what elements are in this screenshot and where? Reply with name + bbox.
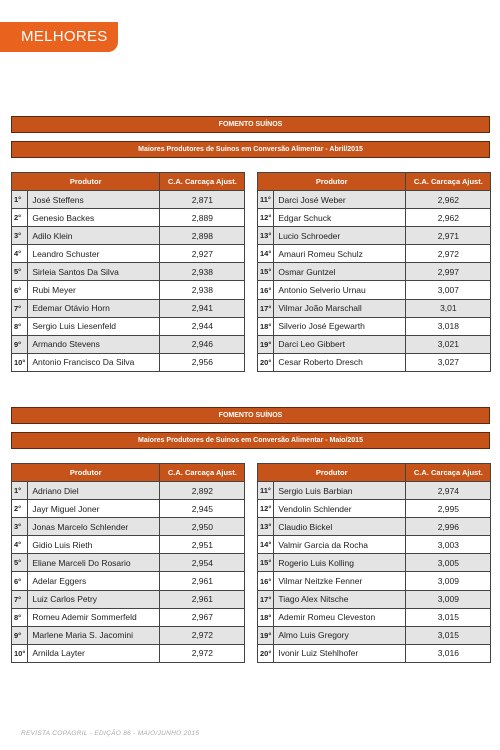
rank-cell: 1° <box>12 191 28 209</box>
producer-name-cell: Vendolin Schlender <box>274 500 406 518</box>
conversion-value-cell: 2,971 <box>406 227 491 245</box>
conversion-value-cell: 2,941 <box>160 299 245 317</box>
producer-name-cell: Rogerio Luis Kolling <box>274 554 406 572</box>
producer-name-cell: José Steffens <box>28 191 160 209</box>
rank-cell: 2° <box>12 500 28 518</box>
table-row <box>12 554 245 572</box>
conversion-value-cell: 2,945 <box>160 500 245 518</box>
rank-cell: 19° <box>258 626 274 644</box>
table-row <box>12 209 245 227</box>
conversion-value-cell: 3,01 <box>406 299 491 317</box>
producer-name-cell: Lucio Schroeder <box>274 227 406 245</box>
conversion-value-cell: 3,015 <box>406 626 491 644</box>
table-row <box>12 482 245 500</box>
producer-name-cell: Vilmar Neitzke Fenner <box>274 572 406 590</box>
table-row <box>12 590 245 608</box>
conversion-value-cell: 2,997 <box>406 263 491 281</box>
producer-name-cell: Edgar Schuck <box>274 209 406 227</box>
conversion-value-cell: 2,995 <box>406 500 491 518</box>
producer-name-cell: Claudio Bickel <box>274 518 406 536</box>
rank-cell: 1° <box>12 482 28 500</box>
rank-cell: 11° <box>258 191 274 209</box>
table-row <box>258 281 491 299</box>
producer-name-cell: Adriano Diel <box>28 482 160 500</box>
table-row <box>258 335 491 353</box>
rank-cell: 20° <box>258 353 274 371</box>
conversion-value-cell: 2,927 <box>160 245 245 263</box>
producer-name-cell: Leandro Schuster <box>28 245 160 263</box>
conversion-value-cell: 2,967 <box>160 608 245 626</box>
rank-cell: 16° <box>258 281 274 299</box>
table-row <box>258 644 491 662</box>
table-row <box>258 209 491 227</box>
producer-name-cell: Darci José Weber <box>274 191 406 209</box>
conversion-value-cell: 2,961 <box>160 572 245 590</box>
conversion-value-cell: 2,961 <box>160 590 245 608</box>
conversion-value-cell: 2,956 <box>160 353 245 371</box>
producer-name-cell: Sirleia Santos Da Silva <box>28 263 160 281</box>
producer-name-cell: Valmir Garcia da Rocha <box>274 536 406 554</box>
conversion-value-cell: 2,871 <box>160 191 245 209</box>
producer-name-cell: Darci Leo Gibbert <box>274 335 406 353</box>
rank-cell: 5° <box>12 554 28 572</box>
producer-name-cell: Marlene Maria S. Jacomini <box>28 626 160 644</box>
table-row <box>12 644 245 662</box>
ranking-subtitle-bar: Maiores Produtores de Suinos em Conversão Alimentar - Abril/2015 <box>11 141 490 158</box>
rank-cell: 8° <box>12 608 28 626</box>
table-row <box>12 572 245 590</box>
conversion-value-cell: 3,015 <box>406 608 491 626</box>
producer-name-cell: Gidio Luis Rieth <box>28 536 160 554</box>
conversion-value-cell: 3,007 <box>406 281 491 299</box>
page-footer: REVISTA COPAGRIL - EDIÇÃO 86 - MAIO/JUNHO 2015 <box>21 730 200 737</box>
rank-cell: 12° <box>258 209 274 227</box>
program-bar: FOMENTO SUÍNOS <box>11 407 490 424</box>
table-row <box>12 263 245 281</box>
rank-cell: 3° <box>12 518 28 536</box>
producer-name-cell: Cesar Roberto Dresch <box>274 353 406 371</box>
rank-cell: 2° <box>12 209 28 227</box>
table-row <box>258 191 491 209</box>
table-row <box>258 353 491 371</box>
rank-cell: 6° <box>12 281 28 299</box>
conversion-value-cell: 2,962 <box>406 191 491 209</box>
producer-name-cell: Almo Luis Gregory <box>274 626 406 644</box>
rank-cell: 5° <box>12 263 28 281</box>
producer-name-cell: Luiz Carlos Petry <box>28 590 160 608</box>
rank-cell: 20° <box>258 644 274 662</box>
ranking-table-right <box>257 172 491 372</box>
table-row <box>258 608 491 626</box>
conversion-value-cell: 3,005 <box>406 554 491 572</box>
table-row <box>258 590 491 608</box>
producer-name-cell: Antonio Francisco Da Silva <box>28 353 160 371</box>
rank-cell: 9° <box>12 626 28 644</box>
table-row <box>258 626 491 644</box>
conversion-value-cell: 2,974 <box>406 482 491 500</box>
rank-cell: 6° <box>12 572 28 590</box>
table-row <box>12 500 245 518</box>
producer-column-header: Produtor <box>258 173 406 191</box>
rank-cell: 10° <box>12 353 28 371</box>
conversion-value-cell: 2,951 <box>160 536 245 554</box>
producer-name-cell: Adilo Klein <box>28 227 160 245</box>
producer-name-cell: Tiago Alex Nitsche <box>274 590 406 608</box>
ranking-table-right <box>257 463 491 663</box>
rank-cell: 7° <box>12 590 28 608</box>
value-column-header: C.A. Carcaça Ajust. <box>160 173 245 191</box>
rank-cell: 14° <box>258 245 274 263</box>
producer-name-cell: Ademir Romeu Cleveston <box>274 608 406 626</box>
table-row <box>12 299 245 317</box>
ranking-table-left <box>11 463 245 663</box>
producer-name-cell: Amauri Romeu Schulz <box>274 245 406 263</box>
rank-cell: 18° <box>258 608 274 626</box>
table-row <box>258 263 491 281</box>
producer-name-cell: Vilmar João Marschall <box>274 299 406 317</box>
value-column-header: C.A. Carcaça Ajust. <box>160 464 245 482</box>
producer-name-cell: Rubi Meyer <box>28 281 160 299</box>
producer-name-cell: Jonas Marcelo Schlender <box>28 518 160 536</box>
conversion-value-cell: 2,972 <box>160 644 245 662</box>
rank-cell: 15° <box>258 554 274 572</box>
conversion-value-cell: 2,962 <box>406 209 491 227</box>
conversion-value-cell: 2,889 <box>160 209 245 227</box>
table-row <box>258 572 491 590</box>
rank-cell: 7° <box>12 299 28 317</box>
table-row <box>258 500 491 518</box>
conversion-value-cell: 2,892 <box>160 482 245 500</box>
producer-name-cell: Eliane Marceli Do Rosario <box>28 554 160 572</box>
conversion-value-cell: 3,003 <box>406 536 491 554</box>
table-row <box>12 191 245 209</box>
rank-cell: 12° <box>258 500 274 518</box>
rank-cell: 18° <box>258 317 274 335</box>
program-bar: FOMENTO SUÍNOS <box>11 116 490 133</box>
conversion-value-cell: 2,950 <box>160 518 245 536</box>
table-row <box>12 353 245 371</box>
table-row <box>258 227 491 245</box>
conversion-value-cell: 3,016 <box>406 644 491 662</box>
producer-name-cell: Ivonir Luiz Stehlhofer <box>274 644 406 662</box>
rank-cell: 13° <box>258 518 274 536</box>
table-row <box>12 335 245 353</box>
producer-name-cell: Sergio Luis Barbian <box>274 482 406 500</box>
rank-cell: 10° <box>12 644 28 662</box>
producer-name-cell: Adelar Eggers <box>28 572 160 590</box>
rank-cell: 19° <box>258 335 274 353</box>
table-header-row <box>258 464 491 482</box>
value-column-header: C.A. Carcaça Ajust. <box>406 173 491 191</box>
producer-column-header: Produtor <box>12 464 160 482</box>
conversion-value-cell: 2,938 <box>160 281 245 299</box>
rank-cell: 4° <box>12 245 28 263</box>
producer-name-cell: Edemar Otávio Horn <box>28 299 160 317</box>
producer-name-cell: Romeu Ademir Sommerfeld <box>28 608 160 626</box>
table-row <box>12 536 245 554</box>
table-row <box>12 626 245 644</box>
table-row <box>258 245 491 263</box>
conversion-value-cell: 3,009 <box>406 572 491 590</box>
table-row <box>258 536 491 554</box>
rank-cell: 8° <box>12 317 28 335</box>
producer-name-cell: Sergio Luis Liesenfeld <box>28 317 160 335</box>
table-row <box>12 518 245 536</box>
ranking-subtitle-bar: Maiores Produtores de Suinos em Conversão Alimentar - Maio/2015 <box>11 432 490 449</box>
producer-name-cell: Arnilda Layter <box>28 644 160 662</box>
table-header-row <box>12 173 245 191</box>
producer-name-cell: Silverio José Egewarth <box>274 317 406 335</box>
table-row <box>258 518 491 536</box>
page-section-title: MELHORES <box>21 28 108 45</box>
ranking-table-left <box>11 172 245 372</box>
table-row <box>258 554 491 572</box>
table-row <box>258 317 491 335</box>
rank-cell: 15° <box>258 263 274 281</box>
rank-cell: 11° <box>258 482 274 500</box>
conversion-value-cell: 3,027 <box>406 353 491 371</box>
conversion-value-cell: 2,972 <box>406 245 491 263</box>
conversion-value-cell: 2,996 <box>406 518 491 536</box>
table-header-row <box>12 464 245 482</box>
rank-cell: 13° <box>258 227 274 245</box>
producer-name-cell: Armando Stevens <box>28 335 160 353</box>
table-row <box>12 245 245 263</box>
table-row <box>12 227 245 245</box>
conversion-value-cell: 2,938 <box>160 263 245 281</box>
table-header-row <box>258 173 491 191</box>
rank-cell: 17° <box>258 590 274 608</box>
conversion-value-cell: 3,009 <box>406 590 491 608</box>
producer-column-header: Produtor <box>12 173 160 191</box>
conversion-value-cell: 3,018 <box>406 317 491 335</box>
table-row <box>258 299 491 317</box>
rank-cell: 16° <box>258 572 274 590</box>
rank-cell: 3° <box>12 227 28 245</box>
rank-cell: 4° <box>12 536 28 554</box>
producer-name-cell: Osmar Guntzel <box>274 263 406 281</box>
rank-cell: 9° <box>12 335 28 353</box>
page-section-tab <box>0 22 118 52</box>
conversion-value-cell: 2,944 <box>160 317 245 335</box>
producer-name-cell: Genesio Backes <box>28 209 160 227</box>
rank-cell: 14° <box>258 536 274 554</box>
producer-name-cell: Jayr Miguel Joner <box>28 500 160 518</box>
table-row <box>12 317 245 335</box>
conversion-value-cell: 2,946 <box>160 335 245 353</box>
producer-name-cell: Antonio Selverio Urnau <box>274 281 406 299</box>
table-row <box>12 281 245 299</box>
value-column-header: C.A. Carcaça Ajust. <box>406 464 491 482</box>
conversion-value-cell: 3,021 <box>406 335 491 353</box>
conversion-value-cell: 2,898 <box>160 227 245 245</box>
conversion-value-cell: 2,954 <box>160 554 245 572</box>
table-row <box>12 608 245 626</box>
rank-cell: 17° <box>258 299 274 317</box>
conversion-value-cell: 2,972 <box>160 626 245 644</box>
table-row <box>258 482 491 500</box>
producer-column-header: Produtor <box>258 464 406 482</box>
